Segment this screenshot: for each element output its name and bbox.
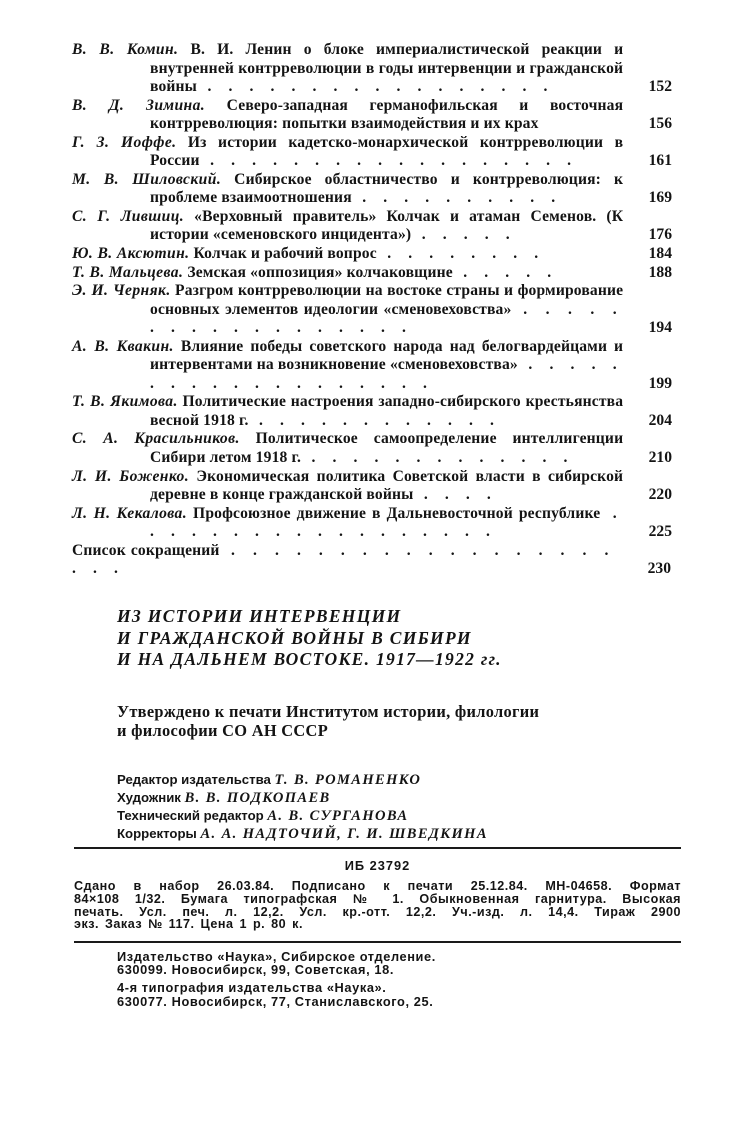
dot-leader: . . . . . bbox=[411, 226, 517, 244]
toc-title: Профсоюзное движение в Дальневосточной республике bbox=[193, 504, 601, 522]
toc-entry bbox=[72, 468, 672, 505]
toc-entry bbox=[72, 505, 672, 542]
ib-number: ИБ 23792 bbox=[344, 858, 411, 873]
credit-role: Технический редактор bbox=[117, 808, 268, 824]
toc-page-number: 194 bbox=[648, 319, 672, 337]
toc-page-number: 210 bbox=[648, 449, 672, 467]
toc-page-number: 199 bbox=[648, 374, 672, 392]
toc-title: Список сокращений bbox=[72, 541, 220, 559]
dot-leader: . . . . . . . . . . bbox=[351, 189, 562, 207]
publisher-line: 630099. Новосибирск, 99, Советская, 18. bbox=[117, 962, 394, 978]
approval-line: и философии СО АН СССР bbox=[117, 720, 329, 740]
printer-line: 630077. Новосибирск, 77, Станиславского, 25. bbox=[117, 993, 434, 1009]
toc-page-number: 161 bbox=[648, 152, 672, 170]
credit-name: А. А. НАДТОЧИЙ, Г. И. ШВЕДКИНА bbox=[200, 826, 488, 843]
publisher-info bbox=[117, 950, 436, 1013]
toc-page-number: 204 bbox=[648, 411, 672, 429]
dot-leader: . . . . . . . . bbox=[376, 245, 545, 263]
divider-rule bbox=[74, 847, 681, 849]
dot-leader: . . . . . . . . . . . . . . . . . . bbox=[150, 300, 624, 337]
toc-page-number: 188 bbox=[648, 263, 672, 281]
book-title-line: И ГРАЖДАНСКОЙ ВОЙНЫ В СИБИРИ bbox=[117, 627, 472, 648]
book-title-line: ИЗ ИСТОРИИ ИНТЕРВЕНЦИИ bbox=[117, 606, 402, 626]
toc-author: Т. В. Мальцева. bbox=[72, 263, 184, 281]
toc-entry bbox=[72, 430, 672, 467]
publisher-block bbox=[117, 950, 436, 976]
toc-author: М. В. Шиловский. bbox=[72, 170, 222, 188]
toc-entry bbox=[72, 208, 672, 245]
dot-leader: . . . . . . . . . . . . . . . . . bbox=[197, 78, 554, 96]
toc-author: С. А. Красильников. bbox=[72, 430, 240, 448]
toc-title: В. И. Ленин о блоке империалистической реакции и внутренней контрреволюции в годы интервенции и гражданской войны bbox=[150, 41, 624, 96]
toc-page-number: 156 bbox=[648, 115, 672, 133]
credits bbox=[117, 771, 488, 843]
table-of-contents bbox=[72, 41, 672, 579]
toc-title: Политическое самоопределение интеллигенции Сибири летом 1918 г. bbox=[150, 430, 624, 467]
credit-line bbox=[117, 771, 488, 789]
toc-author: Г. З. Иоффе. bbox=[72, 133, 177, 151]
toc-page-number: 169 bbox=[648, 189, 672, 207]
publisher-line: Издательство «Наука», Сибирское отделение. bbox=[117, 949, 436, 964]
toc-author: Э. И. Черняк. bbox=[72, 282, 171, 300]
toc-title: Влияние победы советского народа над белогвардейцами и интервентами на возникновение «сменовеховства» bbox=[150, 337, 624, 374]
credit-role: Художник bbox=[117, 790, 185, 806]
imprint-details bbox=[74, 880, 681, 931]
toc-title: Земская «оппозиция» колчаковщине bbox=[187, 263, 453, 281]
book-title-line: И НА ДАЛЬНЕМ ВОСТОКЕ. 1917—1922 гг. bbox=[117, 649, 502, 669]
toc-entry bbox=[72, 264, 672, 283]
dot-leader: . . . . . . . . . . . . . bbox=[301, 449, 575, 467]
toc-page-number: 230 bbox=[647, 560, 671, 578]
dot-leader: . . . . . . . . . . . . . . . . . . bbox=[150, 504, 624, 541]
dot-leader: . . . . . . . . . . . . . . . . . . bbox=[199, 152, 578, 170]
toc-title: «Верховный правитель» Колчак и атаман Семенов. (К истории «семеновского инцидента») bbox=[150, 207, 624, 244]
toc-author: В. В. Комин. bbox=[72, 41, 179, 58]
toc-entry bbox=[72, 245, 672, 264]
printer-line: 4-я типография издательства «Наука». bbox=[117, 980, 387, 996]
imprint-line: печать. Усл. печ. л. 12,2. Усл. кр.-отт. 12,2. Уч.-изд. л. 14,4. Тираж 2900 bbox=[74, 904, 681, 919]
credit-line bbox=[117, 825, 488, 843]
credit-name: В. В. ПОДКОПАЕВ bbox=[184, 790, 331, 807]
imprint-line: экз. Заказ № 117. Цена 1 р. 80 к. bbox=[74, 917, 303, 932]
toc-title: Северо-западная германофильская и восточная контрреволюция: попытки взаимодействия и их крах bbox=[150, 96, 624, 133]
toc-title: Политические настроения западно-сибирского крестьянства весной 1918 г. bbox=[150, 393, 624, 429]
toc-author: Л. Н. Кекалова. bbox=[72, 504, 188, 522]
credit-line bbox=[117, 789, 488, 807]
toc-page-number: 152 bbox=[648, 78, 672, 96]
dot-leader: . . . . . . . . . . . . . . . . . . . bbox=[150, 356, 624, 392]
dot-leader: . . . . . bbox=[452, 263, 558, 281]
imprint-line: Сдано в набор 26.03.84. Подписано к печати 25.12.84. МН-04658. Формат bbox=[74, 879, 681, 893]
dot-leader: . . . . . . . . . . . . . . . . . . . . . bbox=[72, 541, 615, 578]
dot-leader: . . . . bbox=[413, 486, 498, 504]
toc-title: Из истории кадетско-монархической контрреволюции в России bbox=[150, 133, 624, 170]
printer-block bbox=[117, 981, 436, 1007]
toc-page-number: 220 bbox=[648, 486, 672, 504]
approval-statement bbox=[117, 703, 539, 740]
toc-author: Л. И. Боженко. bbox=[72, 467, 190, 485]
toc-entry bbox=[72, 338, 672, 394]
credit-name: Т. В. РОМАНЕНКО bbox=[274, 772, 422, 788]
toc-author: А. В. Квакин. bbox=[72, 337, 174, 355]
dot-leader: . . . . . . . . . . . . bbox=[248, 411, 501, 429]
toc-entry bbox=[72, 171, 672, 208]
toc-entry bbox=[72, 393, 672, 430]
credit-name: А. В. СУРГАНОВА bbox=[267, 808, 409, 825]
toc-author: Ю. В. Аксютин. bbox=[72, 245, 190, 263]
credit-role: Редактор издательства bbox=[117, 772, 275, 787]
toc-entry bbox=[72, 41, 672, 97]
toc-entry bbox=[72, 282, 672, 338]
toc-entry-abbreviations bbox=[72, 542, 672, 579]
toc-title: Разгром контрреволюции на востоке страны и формирование основных элементов идеологии «сменовеховства» bbox=[150, 282, 624, 318]
toc-title: Экономическая политика Советской власти в сибирской деревне в конце гражданской войны bbox=[150, 467, 624, 504]
toc-author: Т. В. Якимова. bbox=[72, 393, 178, 411]
credit-role: Корректоры bbox=[117, 826, 201, 842]
toc-page-number: 225 bbox=[648, 523, 672, 541]
toc-page-number: 176 bbox=[648, 226, 672, 244]
toc-author: В. Д. Зимина. bbox=[72, 96, 206, 114]
toc-title: Колчак и рабочий вопрос bbox=[193, 245, 377, 263]
toc-page-number: 184 bbox=[648, 245, 672, 263]
approval-line: Утверждено к печати Институтом истории, филологии bbox=[117, 702, 540, 721]
credit-line bbox=[117, 807, 488, 825]
toc-entry bbox=[72, 97, 672, 134]
divider-rule bbox=[74, 941, 681, 943]
toc-title: Сибирское областничество и контрреволюция: к проблеме взаимоотношения bbox=[150, 170, 624, 207]
toc-entry bbox=[72, 134, 672, 171]
book-title bbox=[117, 606, 502, 671]
imprint-line: 84×108 1/32. Бумага типографская № 1. Обыкновенная гарнитура. Высокая bbox=[74, 891, 681, 906]
toc-author: С. Г. Лившиц. bbox=[72, 207, 185, 225]
